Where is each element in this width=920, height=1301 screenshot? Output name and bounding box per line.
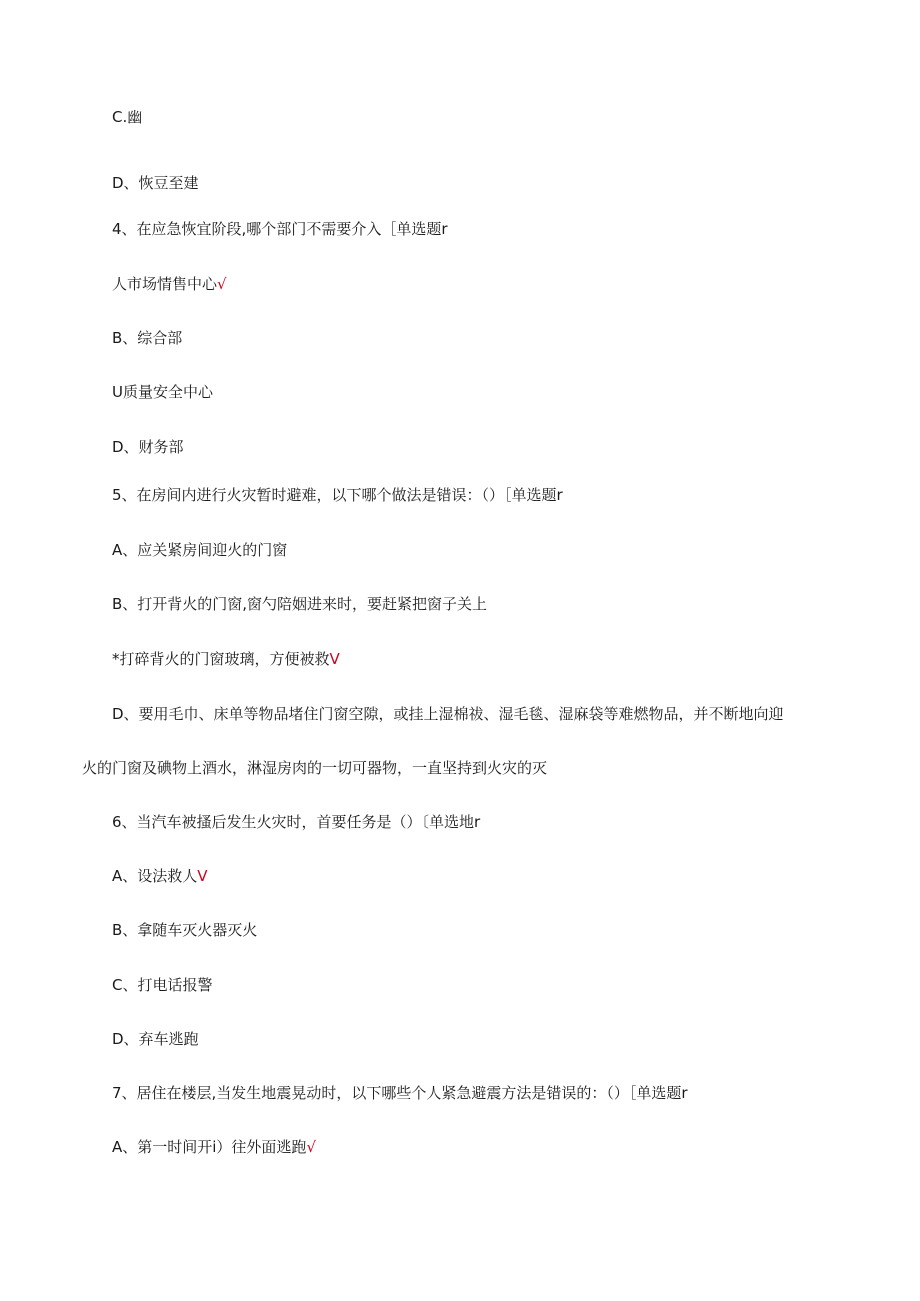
check-mark-icon: √ <box>217 275 227 293</box>
option-b-q4 <box>112 328 182 348</box>
option-a-q4 <box>112 274 227 294</box>
option-text: A、设法救人 <box>112 867 198 885</box>
option-text: U质量安全中心 <box>112 383 213 401</box>
question-5 <box>112 485 563 505</box>
question-text: 5、在房间内进行火灾暂时避难，以下哪个做法是错误：（）［单选题r <box>112 486 563 504</box>
option-text: 火的门窗及碘物上酒水，淋湿房肉的一切可器物，一直坚持到火灾的灭 <box>82 759 548 777</box>
question-text: 6、当汽车被搔后发生火灾时，首要任务是（）〔单选地r <box>112 813 481 831</box>
option-d-q5-continued <box>82 758 547 778</box>
check-mark-icon: V <box>197 867 208 885</box>
option-a-q5 <box>112 540 287 560</box>
option-d-q4 <box>112 437 184 457</box>
option-text: B、综合部 <box>112 329 183 347</box>
question-4 <box>112 219 447 239</box>
option-c-q3 <box>112 107 142 127</box>
check-mark-icon: √ <box>306 1138 316 1156</box>
option-text: A、应关紧房间迎火的门窗 <box>112 541 288 559</box>
option-text: B、打开背火的门窗,窗勺陪姻进来时，要赶紧把窗子关上 <box>112 595 488 613</box>
question-text: 7、居住在楼层,当发生地震晃动时，以下哪些个人紧急避震方法是错误的：（）［单选题r <box>112 1084 688 1102</box>
question-7 <box>112 1083 687 1103</box>
option-c-q6 <box>112 975 212 995</box>
option-d-q5 <box>112 704 784 724</box>
option-text: A、第一时间开i）往外面逃跑 <box>112 1138 307 1156</box>
option-text: 人市场情售中心 <box>112 275 218 293</box>
option-b-q6 <box>112 920 257 940</box>
option-d-q3 <box>112 173 199 193</box>
option-text: D、恢豆至建 <box>112 174 199 192</box>
option-text: D、财务部 <box>112 438 184 456</box>
option-text: C、打电话报警 <box>112 976 213 994</box>
option-text: *打碎背火的门窗玻璃，方便被救 <box>112 650 330 668</box>
option-text: C.幽 <box>112 108 143 126</box>
option-text: D、要用毛巾、床单等物品堵住门窗空隙，或挂上湿棉祓、湿毛毯、湿麻袋等难燃物品，并不断地向迎 <box>112 705 784 723</box>
check-mark-icon: V <box>329 650 340 668</box>
option-b-q5 <box>112 594 487 614</box>
option-text: B、拿随车灭火器灭火 <box>112 921 258 939</box>
option-a-q6 <box>112 866 208 886</box>
question-6 <box>112 812 480 832</box>
option-text: D、弃车逃跑 <box>112 1030 199 1048</box>
option-c-q4 <box>112 382 213 402</box>
option-d-q6 <box>112 1029 199 1049</box>
question-text: 4、在应急恢宜阶段,哪个部门不需要介入［单选题r <box>112 220 448 238</box>
option-a-q7 <box>112 1137 316 1157</box>
option-c-q5 <box>112 649 340 669</box>
